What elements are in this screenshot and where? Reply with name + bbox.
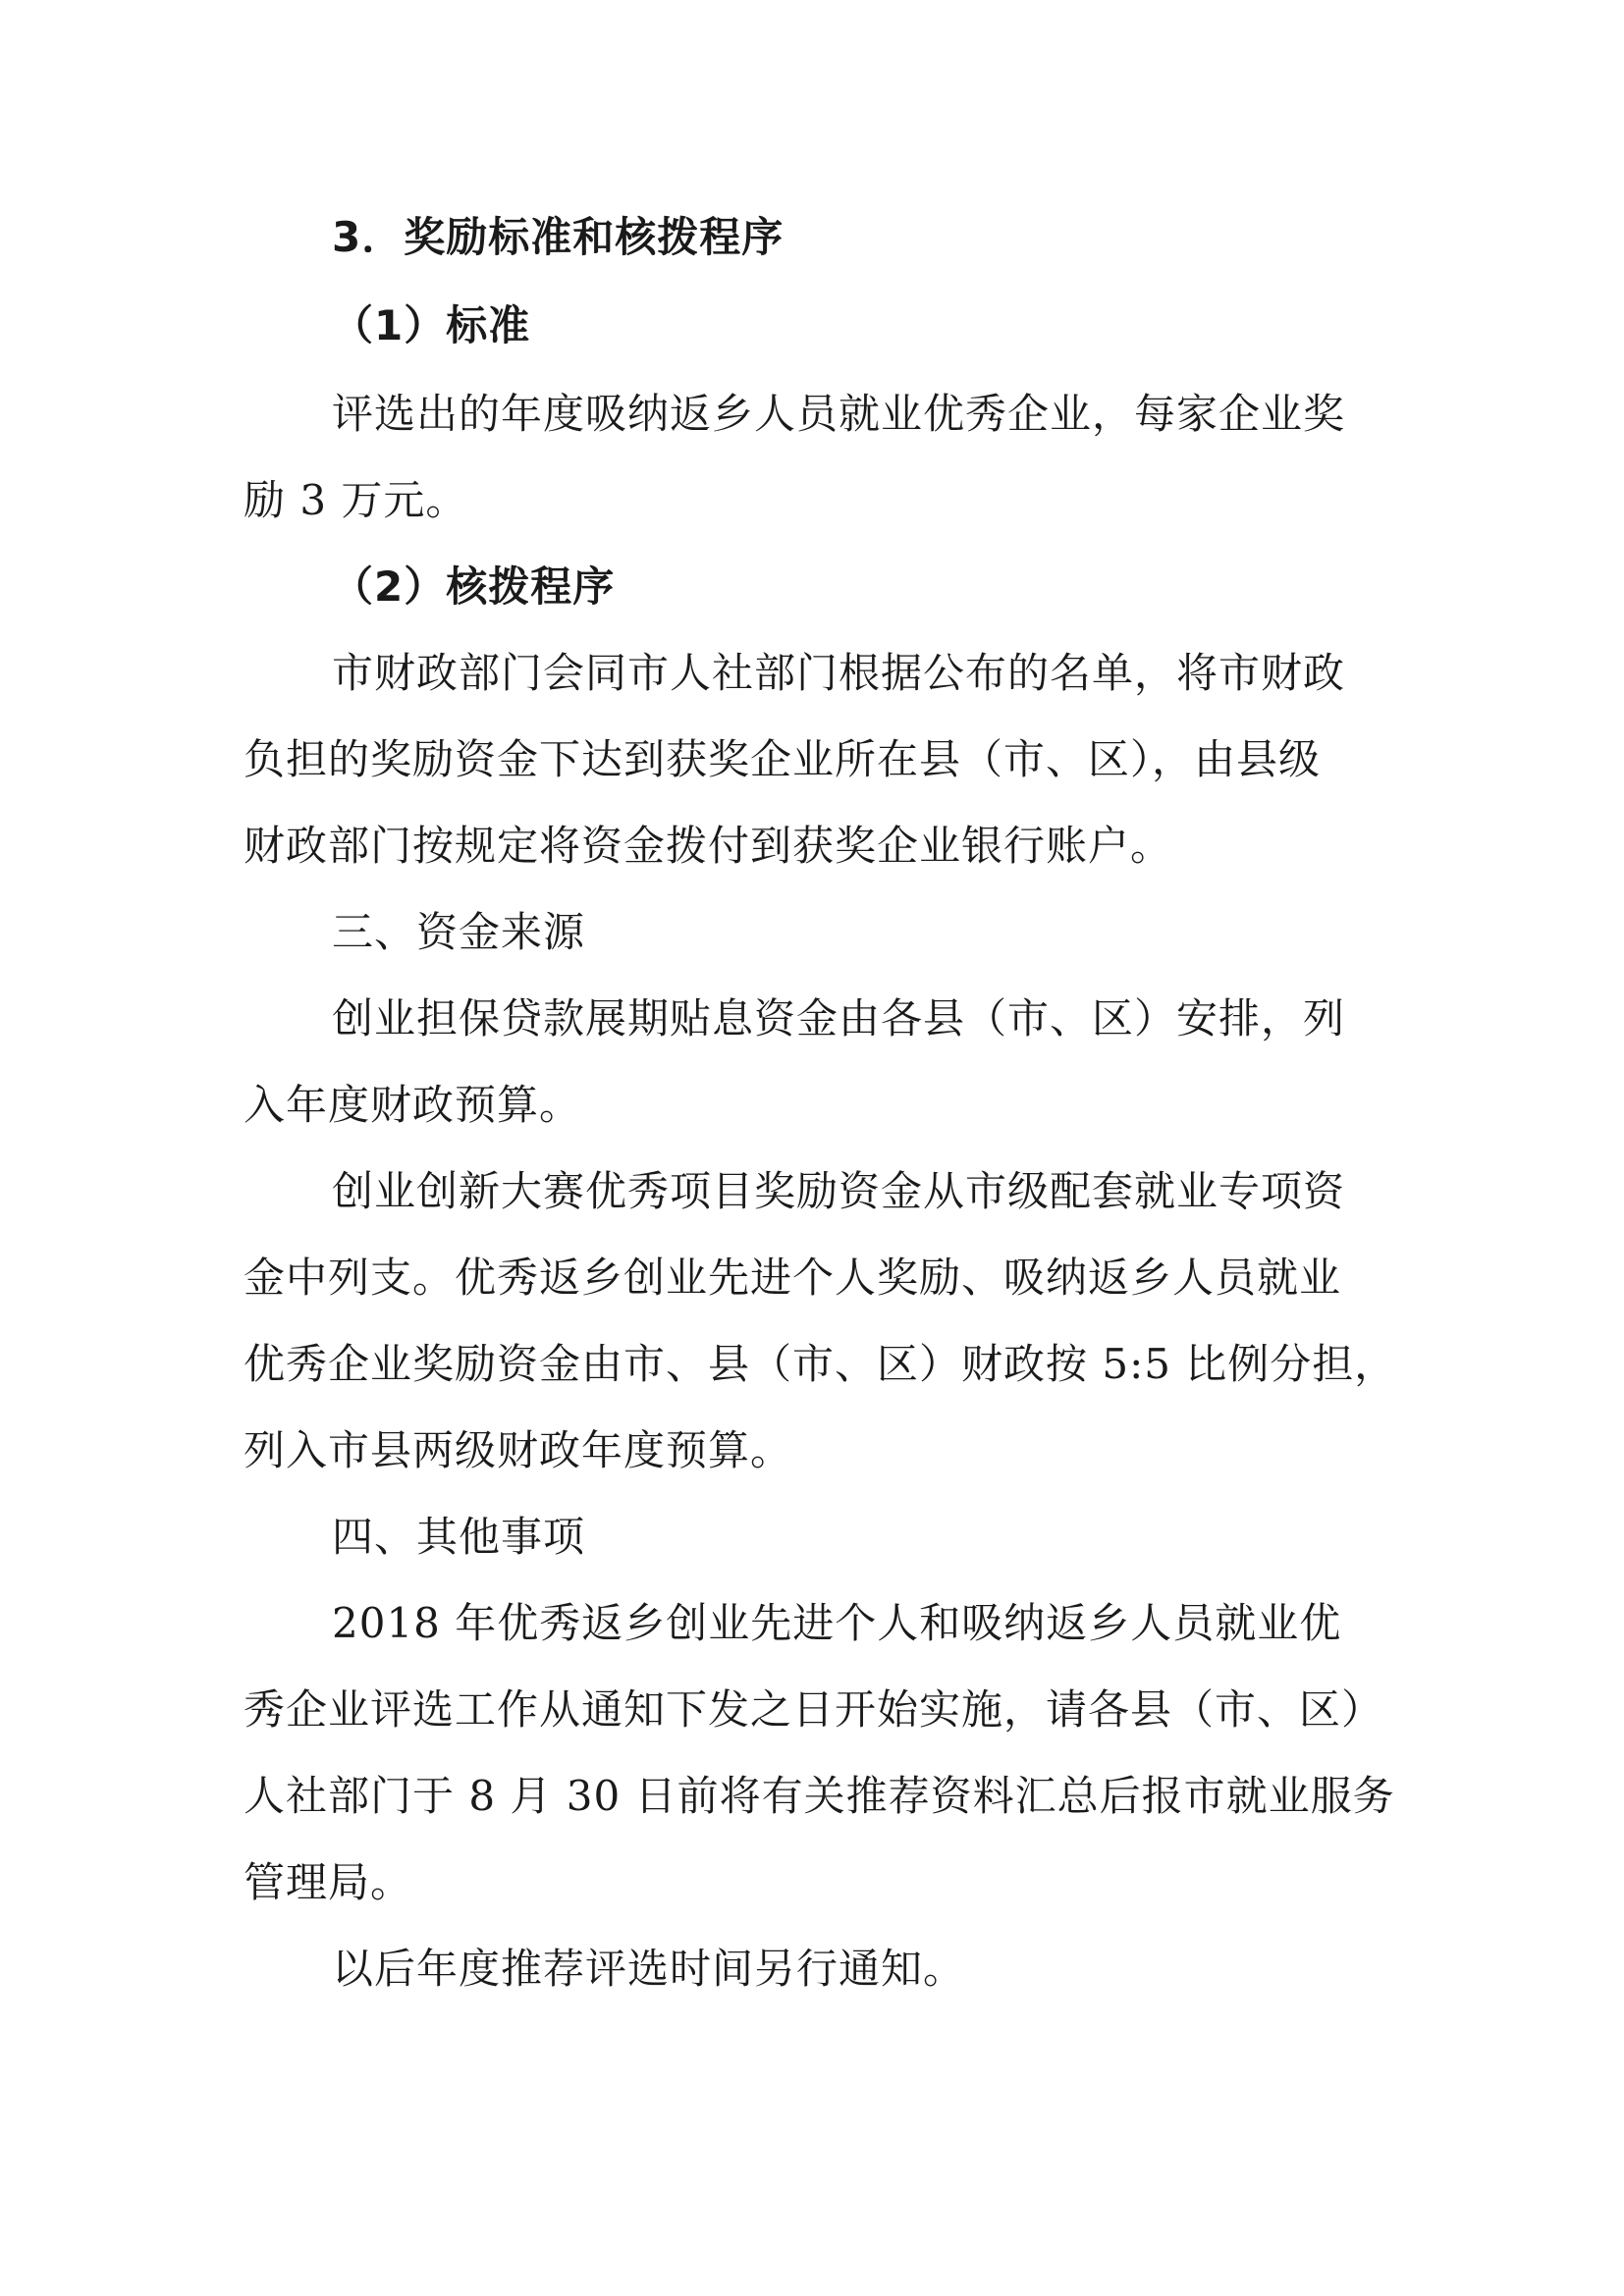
paragraph-line: 2018 年优秀返乡创业先进个人和吸纳返乡人员就业优 — [332, 1599, 1342, 1647]
paragraph-line: 财政部门按规定将资金拨付到获奖企业银行账户。 — [244, 822, 1173, 870]
subheading-procedure: （2）核拨程序 — [332, 562, 616, 611]
paragraph-line: 人社部门于 8 月 30 日前将有关推荐资料汇总后报市就业服务 — [244, 1772, 1395, 1820]
section-other-matters: 四、其他事项 — [332, 1513, 586, 1561]
paragraph-line: 评选出的年度吸纳返乡人员就业优秀企业，每家企业奖 — [332, 390, 1346, 438]
paragraph-line: 创业担保贷款展期贴息资金由各县（市、区）安排，列 — [332, 994, 1346, 1042]
heading-reward-standard: 3．奖励标准和核拨程序 — [332, 213, 785, 261]
paragraph-line: 列入市县两级财政年度预算。 — [244, 1426, 793, 1474]
paragraph-line: 优秀企业奖励资金由市、县（市、区）财政按 5:5 比例分担， — [244, 1340, 1397, 1388]
paragraph-line: 市财政部门会同市人社部门根据公布的名单，将市财政 — [332, 649, 1346, 697]
paragraph-line: 入年度财政预算。 — [244, 1081, 582, 1129]
paragraph-line: 负担的奖励资金下达到获奖企业所在县（市、区），由县级 — [244, 735, 1322, 783]
paragraph-line: 秀企业评选工作从通知下发之日开始实施，请各县（市、区） — [244, 1685, 1384, 1734]
paragraph-line: 创业创新大赛优秀项目奖励资金从市级配套就业专项资 — [332, 1167, 1346, 1215]
subheading-standard: （1）标准 — [332, 301, 531, 349]
paragraph-line: 以后年度推荐评选时间另行通知。 — [332, 1945, 966, 1993]
paragraph-line: 管理局。 — [244, 1858, 413, 1906]
paragraph-line: 励 3 万元。 — [244, 476, 468, 524]
section-funding-source: 三、资金来源 — [332, 908, 586, 956]
paragraph-line: 金中列支。优秀返乡创业先进个人奖励、吸纳返乡人员就业 — [244, 1254, 1342, 1302]
